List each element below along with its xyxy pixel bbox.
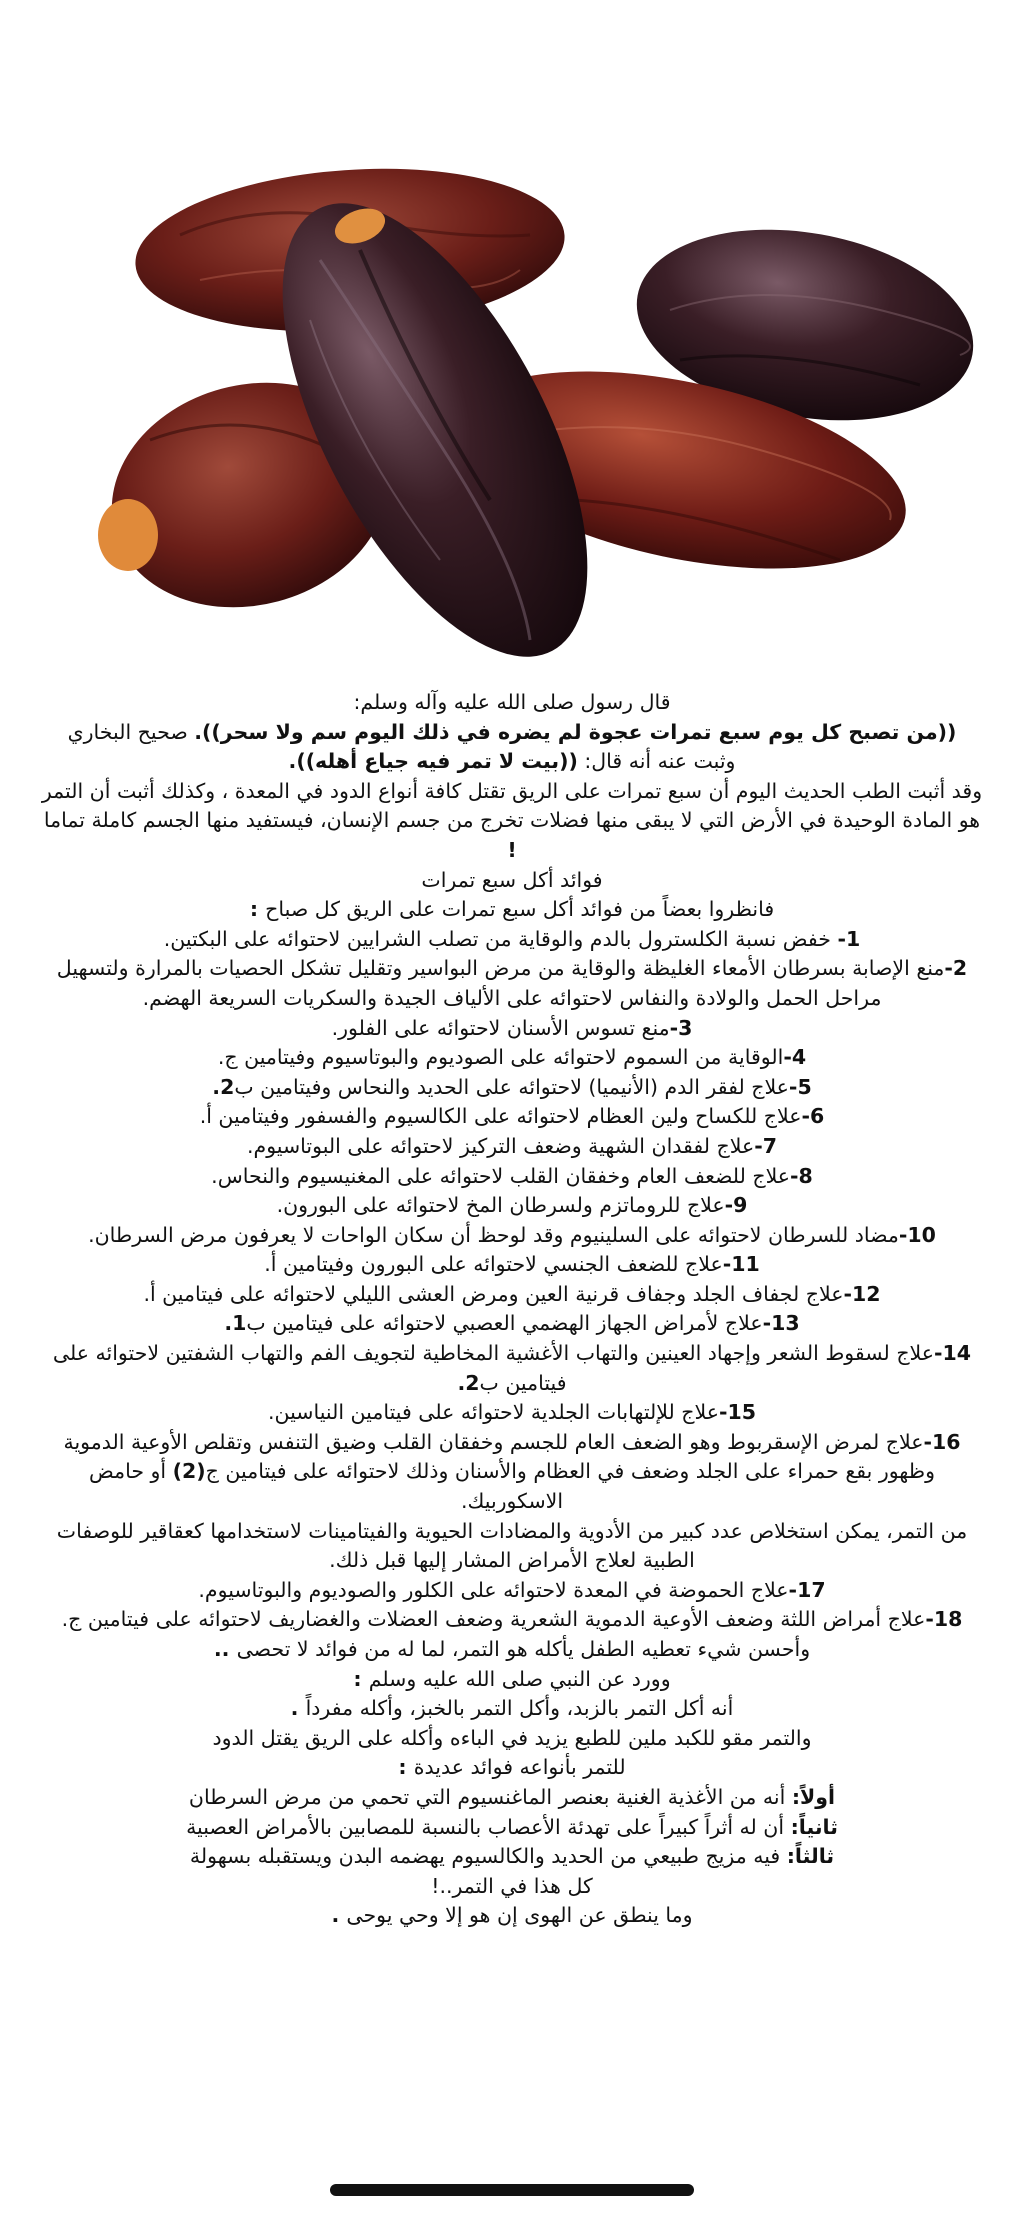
closing-line: للتمر بأنواعه فوائد عديدة : xyxy=(398,1755,626,1780)
closing-line: أولاً: أنه من الأغذية الغنية بعنصر الماغنسيوم التي تحمي من مرض السرطان xyxy=(188,1784,836,1809)
home-indicator-bar[interactable] xyxy=(330,2184,694,2196)
hadith-intro: قال رسول صلى الله عليه وآله وسلم: xyxy=(353,690,671,714)
closing-line: والتمر مقو للكبد ملين للطبع يزيد في الباءه وأكله على الريق يقتل الدود xyxy=(212,1725,812,1750)
list-item: 12-علاج لجفاف الجلد وجفاف قرنية العين ومرض العشى الليلي لاحتوائه على فيتامين أ. xyxy=(143,1281,881,1306)
list-item: 16-علاج لمرض الإسقربوط وهو الضعف العام للجسم وخفقان القلب وضيق التنفس وتقلص الأوعية الدموية وظهور بقع حمراء على الجلد وضعف في العظام والأسنان وذلك لاحتوائه على فيتامين ج(2) أو حامض الاسكوربيك. xyxy=(63,1429,961,1514)
list-item: 2-منع الإصابة بسرطان الأمعاء الغليظة والوقاية من مرض البواسير وتقليل تشكل الحصيات بالمرارة ولتسهيل مراحل الحمل والولادة والنفاس لاحتوائه على الألياف الجيدة والسكريات السريعة الهضم. xyxy=(56,956,968,1010)
closing-line: وما ينطق عن الهوى إن هو إلا وحي يوحى . xyxy=(331,1903,693,1928)
closing-line: أنه أكل التمر بالزبد، وأكل التمر بالخبز، وأكله مفرداً . xyxy=(290,1696,734,1721)
list-intro: فانظروا بعضاً من فوائد أكل سبع تمرات على الريق كل صباح : xyxy=(249,897,775,922)
list-item: 8-علاج للضعف العام وخفقان القلب لاحتوائه على المغنيسيوم والنحاس. xyxy=(211,1163,813,1188)
middle-paragraph: من التمر، يمكن استخلاص عدد كبير من الأدوية والمضادات الحيوية والفيتامينات لاستخدامها كعقاقير للوصفات الطبية لعلاج الأمراض المشار إليها قبل ذلك. xyxy=(56,1518,968,1573)
list-item: 4-الوقاية من السموم لاحتوائه على الصوديوم والبوتاسيوم وفيتامين ج. xyxy=(217,1045,807,1070)
list-item: 17-علاج الحموضة في المعدة لاحتوائه على الكلور والصوديوم والبوتاسيوم. xyxy=(198,1577,826,1602)
closing-line: كل هذا في التمر..! xyxy=(431,1873,593,1898)
closing-line: وورد عن النبي صلى الله عليه وسلم : xyxy=(353,1666,671,1691)
list-item: 18-علاج أمراض اللثة وضعف الأوعية الدموية الشعرية وضعف العضلات والغضاريف لاحتوائه على فيتامين ج. xyxy=(61,1607,963,1632)
list-item: 15-علاج للإلتهابات الجلدية لاحتوائه على فيتامين النياسين. xyxy=(268,1400,756,1425)
list-item: 13-علاج لأمراض الجهاز الهضمي العصبي لاحتوائه على فيتامين ب1. xyxy=(224,1311,800,1336)
article-body xyxy=(36,688,988,1931)
list-item: 14-علاج لسقوط الشعر وإجهاد العينين والتهاب الأغشية المخاطية لتجويف الفم والتهاب الشفتين لاحتوائه على فيتامين ب2. xyxy=(52,1341,972,1395)
hadith-quote-2: وثبت عنه أنه قال: ((بيت لا تمر فيه جياع أهله)). xyxy=(288,749,736,774)
section-heading: فوائد أكل سبع تمرات xyxy=(421,867,603,892)
list-item: 1- خفض نسبة الكلسترول بالدم والوقاية من تصلب الشرايين لاحتوائه على البكتين. xyxy=(163,926,861,951)
list-item: 6-علاج للكساح ولين العظام لاحتوائه على الكالسيوم والفسفور وفيتامين أ. xyxy=(199,1104,825,1129)
closing-line: وأحسن شيء تعطيه الطفل يأكله هو التمر، لما له من فوائد لا تحصى .. xyxy=(213,1637,811,1661)
list-item: 7-علاج لفقدان الشهية وضعف التركيز لاحتوائه على البوتاسيوم. xyxy=(246,1133,778,1158)
intro-paragraph: وقد أثبت الطب الحديث اليوم أن سبع تمرات على الريق تقتل كافة أنواع الدود في المعدة ، وكذلك أثبت أن التمر هو المادة الوحيدة في الأرض التي لا يبقى منها فضلات تخرج من جسم الإنسان، فيستفيد منها الجسم كاملة تماما ! xyxy=(41,778,983,862)
list-item: 11-علاج للضعف الجنسي لاحتوائه على البورون وفيتامين أ. xyxy=(264,1252,760,1277)
closing-line: ثانياً: أن له أثراً كبيراً على تهدئة الأعصاب بالنسبة للمصابين بالأمراض العصبية xyxy=(186,1814,838,1839)
dates-photo xyxy=(60,140,990,680)
list-item: 10-مضاد للسرطان لاحتوائه على السلينيوم وقد لوحظ أن سكان الواحات لا يعرفون مرض السرطان. xyxy=(88,1222,936,1247)
list-item: 3-منع تسوس الأسنان لاحتوائه على الفلور. xyxy=(331,1015,693,1040)
list-item: 5-علاج لفقر الدم (الأنيميا) لاحتوائه على الحديد والنحاس وفيتامين ب2. xyxy=(212,1074,812,1099)
list-item: 9-علاج للروماتزم ولسرطان المخ لاحتوائه على البورون. xyxy=(276,1193,748,1218)
closing-line: ثالثاً: فيه مزيج طبيعي من الحديد والكالسيوم يهضمه البدن ويستقبله بسهولة xyxy=(189,1844,835,1869)
hadith-quote: ((من تصبح كل يوم سبع تمرات عجوة لم يضره في ذلك اليوم سم ولا سحر)). صحيح البخاري xyxy=(67,719,957,744)
